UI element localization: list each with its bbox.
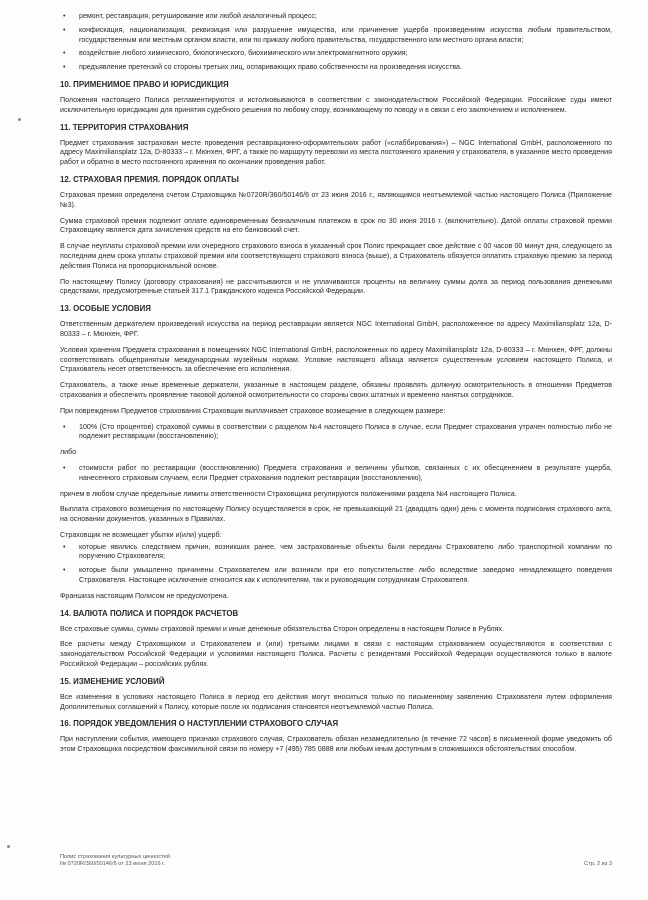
bullet-icon: • — [63, 566, 66, 575]
list-item: • которые были умышленно причинены Страхователем или возникли при его попустительстве либо вследствие заведомо ненадлежащего поведения Страхователя. Настоящее исключение относится как к исполнителям, так и руководящим сотрудникам Страхователя. — [63, 566, 612, 585]
footer-line: Полис страхования культурных ценностей — [60, 854, 170, 860]
paragraph: Все изменения в условиях настоящего Полиса в период его действия могут вноситься только по письменному заявлению Страхователя путем оформления Дополнительных соглашений к Полису, которые после их подписания становятся неотъемлемой частью Полиса. — [60, 692, 612, 711]
paragraph: Страховщик не возмещает убытки и(или) ущерб: — [60, 530, 222, 539]
list-item: • ремонт, реставрация, ретуширование или любой аналогичный процесс; — [63, 12, 317, 20]
footer-line: № 0720R/360/50146/6 от 23 июня 2016 г. — [60, 861, 166, 868]
section-heading-11: 11. ТЕРРИТОРИЯ СТРАХОВАНИЯ — [60, 122, 189, 132]
scan-dot — [18, 118, 21, 121]
section-heading-15: 15. ИЗМЕНЕНИЕ УСЛОВИЙ — [60, 676, 165, 686]
list-item: • воздействие любого химического, биологического, биохимического или электромагнитного оружия; — [63, 49, 408, 58]
list-item: • стоимости работ по реставрации (восстановлению) Предмета страхования и величины убытков, связанных с их обесценением в результате ущерба, нанесенного страховым случаем, если Предмет страхования подлежит реставрации (восстановлению), — [63, 463, 612, 482]
paragraph: Предмет страхования застрахован месте проведения реставрационно-оформительских работ («слаббирования») – NGC International GmbH, расположенного по адресу Maximiliansplatz 12a, D-80333 – г. Мюнхен, ФРГ, а также по маршруту перевозки из места постоянного хранения у страхователя, в указанное место проведения работ и обратно в место постоянного хранения по окончании проведения работ. — [60, 138, 612, 167]
list-item: • предъявление претензий со стороны третьих лиц, оспаривающих право собственности на произведения искусства. — [63, 63, 462, 72]
paragraph: Выплата страхового возмещения по настоящему Полису осуществляется в срок, не превышающий 21 (двадцать один) день с момента подписания страхового акта, на основании документов, указанных в Правилах. — [60, 505, 612, 524]
bullet-icon: • — [63, 63, 66, 72]
list-item: • которые явились следствием причин, возникших ранее, чем застрахованные объекты были переданы Страхователю либо транспортной компании по поручению Страхователя; — [63, 542, 612, 561]
paragraph: В случае неуплаты страховой премии или очередного страхового взноса в указанный срок Полис прекращает свое действие с 00 часов 00 минут дня, следующего за последним днем срока уплаты страховой премии или соответствующего страхового взноса (выше), а Страхователь обязуется оплатить страховую премию за период действия Полиса на пропорциональной основе. — [60, 242, 612, 270]
exclusions-list — [60, 12, 612, 73]
scan-dot — [7, 845, 10, 848]
paragraph: причем в любом случае предельные лимиты ответственности Страховщика регулируются положениями раздела №4 настоящего Полиса. — [60, 489, 517, 498]
section-heading-10: 10. ПРИМЕНИМОЕ ПРАВО И ЮРИСДИКЦИЯ — [60, 79, 229, 89]
paragraph: Все расчеты между Страховщиком и Страхователем и (или) третьими лицами в связи с настоящим страхованием осуществляются в соответствии с законодательством Российской Федерации и условиями настоящего Полиса. Расчеты с резидентами Российской Федерации осуществляются только в валюте Российской Федерации – российских рублях. — [60, 640, 612, 669]
paragraph: По настоящему Полису (договору страхования) не рассчитываются и не уплачиваются проценты на величину суммы долга за период пользования денежными средствами, предусмотренные статьей 317.1 Гражданского кодекса Российской Федерации. — [60, 277, 612, 296]
bullet-icon: • — [63, 12, 66, 20]
paragraph: либо — [60, 448, 77, 457]
paragraph: При повреждении Предметов страхования Страховщик выплачивает страховое возмещение в следующем размере: — [60, 406, 446, 415]
paragraph: Условия хранения Предмета страхования в помещениях NGC International GmbH, расположенных по адресу Maximiliansplatz 12a, D-80333 – г. Мюнхен, ФРГ, должны соответствовать общепринятым международным музейным нормам. Условие настоящего абзаца является существенным условием настоящего Полиса, и Страхователь несет ответственность за обеспечение его исполнения. — [60, 345, 612, 374]
section-heading-13: 13. ОСОБЫЕ УСЛОВИЯ — [60, 304, 151, 314]
bullet-icon: • — [63, 463, 66, 472]
paragraph: Ответственным держателем произведений искусства на период реставрации является NGC International GmbH, расположенное по адресу Maximiliansplatz 12a, D-80333 – г. Мюнхен, ФРГ. — [60, 320, 612, 338]
paragraph: Страхователь, а также иные временные держатели, указанные в настоящем разделе, обязаны проявлять должную осмотрительность в отношении Предметов страхования и обеспечить проявление таковой должной осмотрительности со стороны своих штатных и временно нанятых сотрудников. — [60, 381, 612, 399]
section-heading-12: 12. СТРАХОВАЯ ПРЕМИЯ. ПОРЯДОК ОПЛАТЫ — [60, 174, 239, 184]
paragraph: Сумма страховой премии подлежит оплате единовременным безналичным платежом в срок по 30 июня 2016 г. (включительно). Датой оплаты страховой премии Страховщику является дата зачисления средств на его банковский счет. — [60, 216, 612, 235]
bullet-icon: • — [63, 25, 66, 34]
compensation-list-2 — [60, 464, 612, 484]
paragraph: Франшиза настоящим Полисом не предусмотрена. — [60, 591, 229, 600]
paragraph: Положения настоящего Полиса регламентируются и истолковываются в соответствии с законодательством Российской Федерации. Российские суды имеют исключительную юрисдикцию для принятия судебного решения по любому спору, возникающему по поводу и в связи с его заключением и исполнением. — [60, 95, 612, 114]
paragraph: Все страховые суммы, суммы страховой премии и иные денежные обязательства Сторон определены в настоящем Полисе в Рублях. — [60, 624, 505, 633]
compensation-list — [60, 423, 612, 443]
list-item: • 100% (Сто процентов) страховой суммы в соответствии с разделом №4 настоящего Полиса в случае, если Предмет страхования утрачен полностью либо не подлежит реставрации (восстановлению); — [63, 422, 612, 441]
list-item: • конфискация, национализация, реквизиция или разрушение имущества, или причинение ущерба произведениям искусства любым правительством, государственным или местным органом власти, или по приказу любого правительства, государственного или местного органа власти; — [63, 25, 612, 44]
non-compensation-list — [60, 543, 612, 586]
bullet-icon: • — [63, 49, 66, 58]
bullet-icon: • — [63, 542, 66, 551]
page-number: Стр. 2 из 3 — [584, 861, 612, 867]
footer-document-reference — [60, 854, 170, 868]
section-heading-16: 16. ПОРЯДОК УВЕДОМЛЕНИЯ О НАСТУПЛЕНИИ СТРАХОВОГО СЛУЧАЯ — [60, 719, 339, 729]
paragraph: Страховая премия определена счетом Страховщика №0720R/360/50146/6 от 23 июня 2016 г., являющимся неотъемлемой частью настоящего Полиса (Приложение №3). — [60, 190, 612, 209]
section-heading-14: 14. ВАЛЮТА ПОЛИСА И ПОРЯДОК РАСЧЕТОВ — [60, 608, 239, 618]
bullet-icon: • — [63, 422, 66, 431]
paragraph: При наступлении события, имеющего признаки страхового случая, Страхователь обязан незамедлительно (в течение 72 часов) в письменной форме уведомить об этом Страховщика посредством факсимильной связи по номеру +7 (495) 785 0888 или любым иным доступным в сложившихся обстоятельствах способом. — [60, 735, 612, 754]
document-body — [60, 12, 612, 761]
